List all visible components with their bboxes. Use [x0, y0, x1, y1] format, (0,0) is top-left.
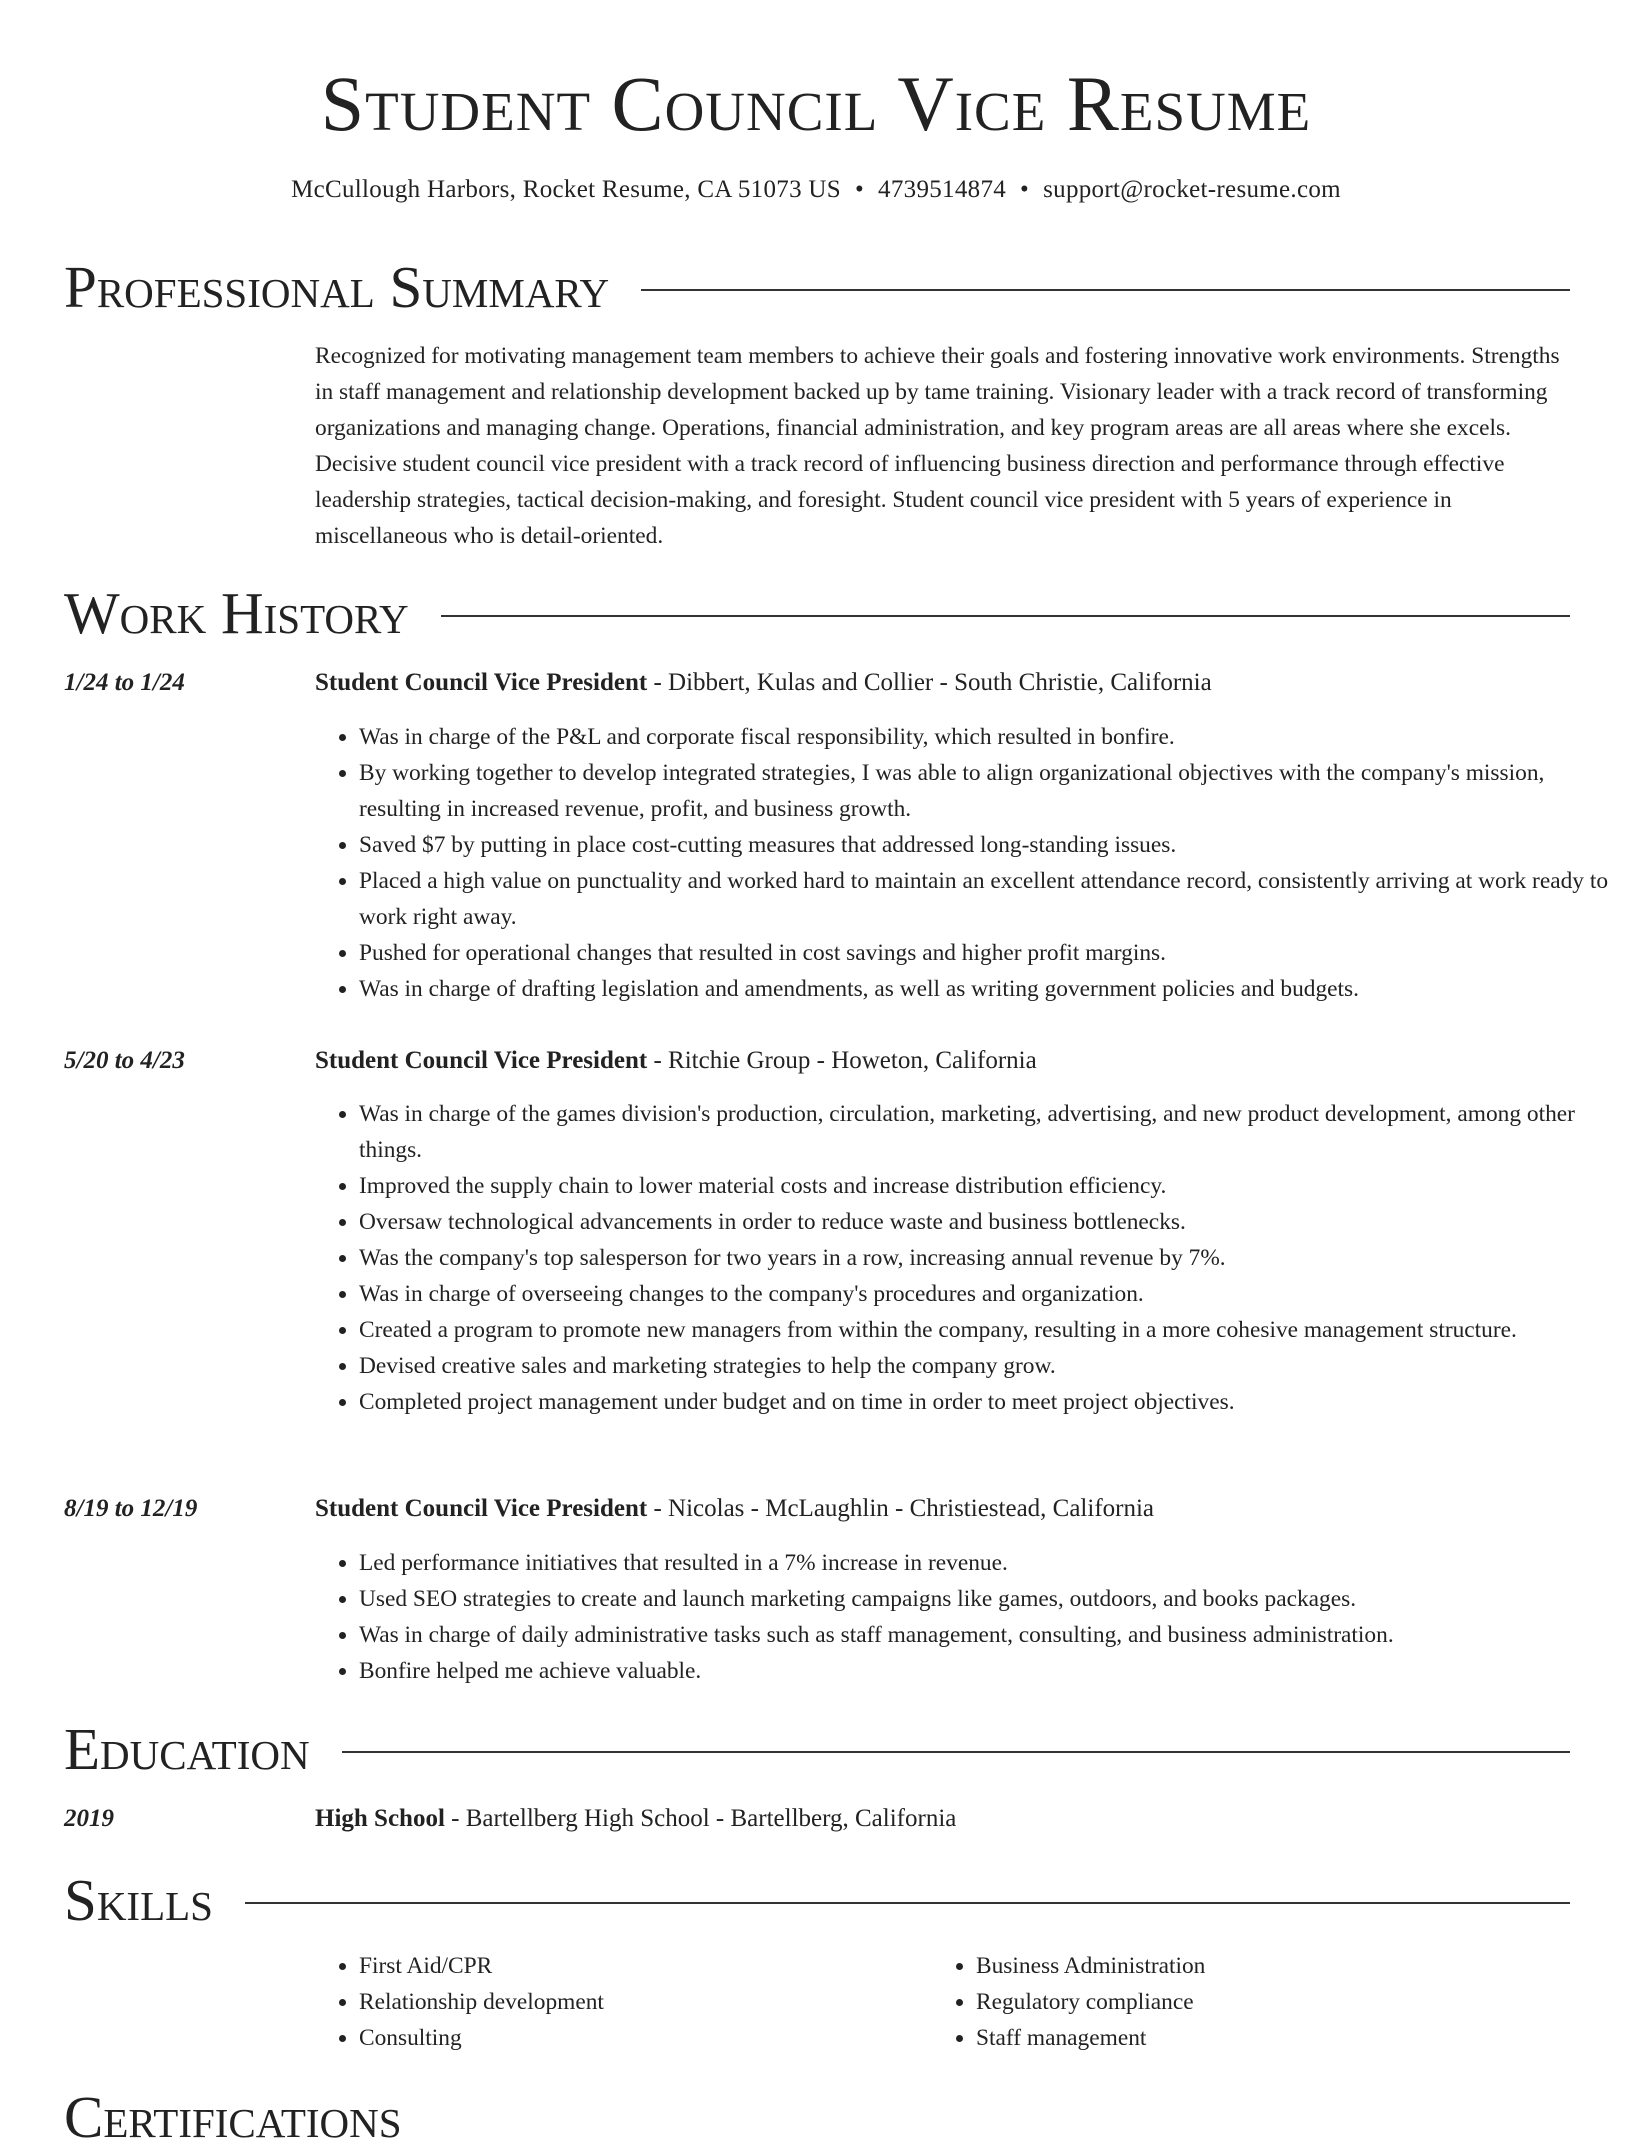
job-heading: [315, 1491, 1570, 1527]
skill-item: • Consulting: [359, 2020, 919, 2056]
job-title: Student Council Vice President: [315, 669, 648, 696]
list-item: • Was in charge of overseeing changes to the company's procedures and organization.: [359, 1276, 1614, 1312]
section-divider: [441, 615, 1570, 617]
section-title-summary: Professional Summary: [64, 254, 610, 320]
skill-item: • Business Administration: [976, 1948, 1576, 1984]
contact-line: [0, 172, 1632, 208]
section-divider: [342, 1751, 1570, 1753]
contact-email: support@rocket-resume.com: [1043, 176, 1341, 203]
list-item: • Completed project management under budget and on time in order to meet project objectives.: [359, 1384, 1614, 1420]
job-heading: [315, 665, 1570, 701]
section-title-skills: Skills: [64, 1867, 213, 1933]
job-bullets: [315, 719, 1614, 1007]
list-item: • Devised creative sales and marketing strategies to help the company grow.: [359, 1348, 1614, 1384]
list-item: • Used SEO strategies to create and launch marketing campaigns like games, outdoors, and books packages.: [359, 1581, 1614, 1617]
list-item: • Improved the supply chain to lower material costs and increase distribution efficiency.: [359, 1168, 1614, 1204]
section-divider: [245, 1902, 1570, 1904]
education-degree: High School: [315, 1805, 445, 1832]
skills-list-right: [932, 1948, 1576, 2056]
education-date: 2019: [64, 1805, 114, 1832]
section-header-education: [64, 1714, 1570, 1784]
job-heading: [315, 1043, 1570, 1079]
job-bullets: [315, 1545, 1614, 1689]
section-header-work: [64, 578, 1570, 648]
section-header-summary: [64, 252, 1570, 322]
skills-list-left: [315, 1948, 919, 2056]
job-date: 8/19 to 12/19: [64, 1495, 198, 1522]
job-title: Student Council Vice President: [315, 1047, 648, 1074]
job-bullets: [315, 1096, 1614, 1420]
list-item: • By working together to develop integrated strategies, I was able to align organizational objectives with the company's mission, resulting in increased revenue, profit, and business growth.: [359, 755, 1614, 827]
education-details: - Bartellberg High School - Bartellberg, California: [444, 1805, 957, 1832]
summary-text: Recognized for motivating management team members to achieve their goals and fostering innovative work environments. Strengths in staff management and relationship development backed up by tame training. Visionary leader with a track record of transforming organizations and managing change. Operations, financial administration, and key program areas are all areas where she excels. Decisive student council vice president with a track record of influencing business direction and performance through effective leadership strategies, tactical decision-making, and foresight. Student council vice president with 5 years of experience in miscellaneous who is detail-oriented.: [315, 343, 1560, 549]
skill-item: • Relationship development: [359, 1984, 919, 2020]
section-divider: [641, 289, 1570, 291]
job-details: - Ritchie Group - Howeton, California: [647, 1047, 1037, 1074]
list-item: • Was in charge of the games division's production, circulation, marketing, advertising, and new product development, among other things.: [359, 1096, 1614, 1168]
section-header-skills: [64, 1865, 1570, 1935]
list-item: • Was in charge of daily administrative tasks such as staff management, consulting, and business administration.: [359, 1617, 1614, 1653]
contact-separator: •: [1020, 176, 1030, 203]
section-title-work: Work History: [64, 580, 409, 646]
list-item: • Led performance initiatives that resulted in a 7% increase in revenue.: [359, 1545, 1614, 1581]
section-title-education: Education: [64, 1716, 310, 1782]
section-header-certifications: [64, 2082, 1570, 2152]
list-item: • Saved $7 by putting in place cost-cutting measures that addressed long-standing issues.: [359, 827, 1614, 863]
skill-item: • Staff management: [976, 2020, 1576, 2056]
section-title-certifications: Certifications: [64, 2084, 402, 2150]
job-date: 1/24 to 1/24: [64, 669, 185, 696]
job-title: Student Council Vice President: [315, 1495, 648, 1522]
list-item: • Was in charge of drafting legislation and amendments, as well as writing government policies and budgets.: [359, 971, 1614, 1007]
job-details: - Dibbert, Kulas and Collier - South Christie, California: [647, 669, 1212, 696]
skill-item: • Regulatory compliance: [976, 1984, 1576, 2020]
list-item: • Was the company's top salesperson for two years in a row, increasing annual revenue by 7%.: [359, 1240, 1614, 1276]
list-item: • Created a program to promote new managers from within the company, resulting in a more cohesive management structure.: [359, 1312, 1614, 1348]
job-date: 5/20 to 4/23: [64, 1047, 185, 1074]
resume-title: Student Council Vice Resume: [320, 60, 1312, 147]
list-item: • Pushed for operational changes that resulted in cost savings and higher profit margins.: [359, 935, 1614, 971]
job-details: - Nicolas - McLaughlin - Christiestead, California: [647, 1495, 1155, 1522]
list-item: • Oversaw technological advancements in order to reduce waste and business bottlenecks.: [359, 1204, 1614, 1240]
list-item: • Bonfire helped me achieve valuable.: [359, 1653, 1614, 1689]
contact-separator: •: [854, 176, 865, 203]
list-item: • Placed a high value on punctuality and worked hard to maintain an excellent attendance record, consistently arriving at work ready to work right away.: [359, 863, 1614, 935]
contact-phone: 4739514874: [878, 176, 1007, 203]
contact-address: McCullough Harbors, Rocket Resume, CA 51073 US: [291, 176, 841, 203]
skill-item: • First Aid/CPR: [359, 1948, 919, 1984]
education-heading: [315, 1801, 1570, 1837]
list-item: • Was in charge of the P&L and corporate fiscal responsibility, which resulted in bonfire.: [359, 719, 1614, 755]
